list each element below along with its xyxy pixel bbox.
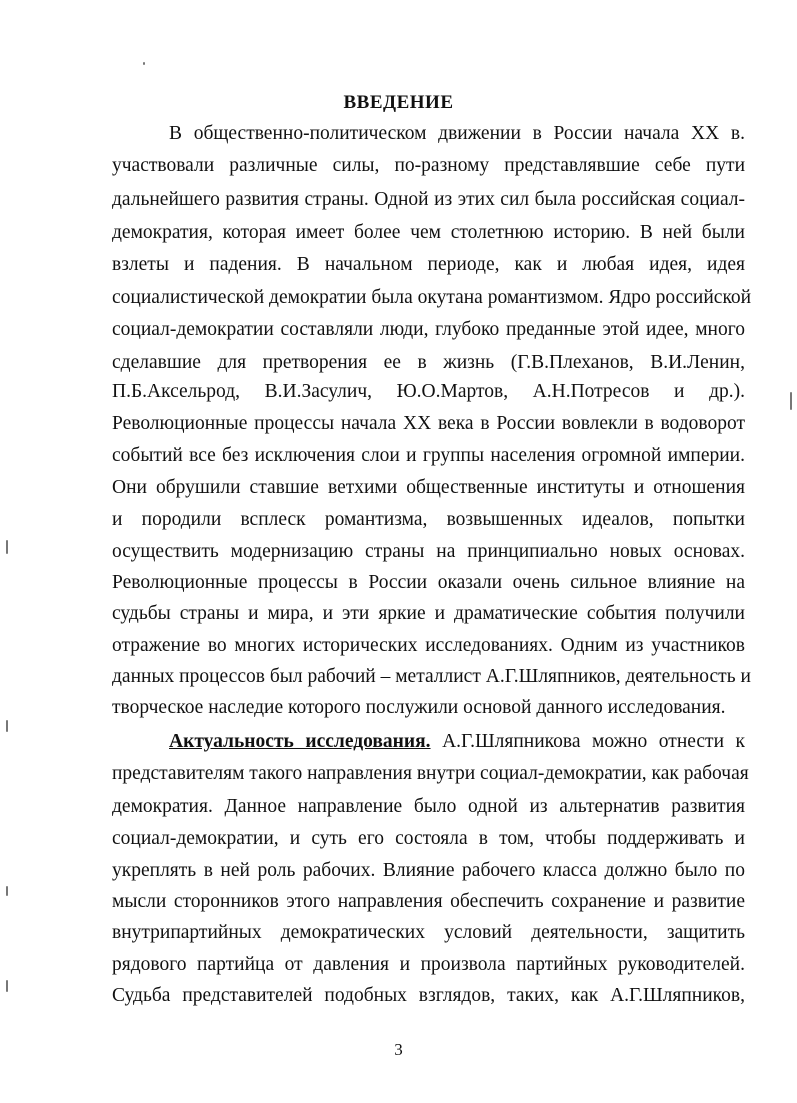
text-line: Судьба представителей подобных взглядов, таких, как А.Г.Шляпников, <box>112 985 745 1006</box>
text-line: демократия. Данное направление было одной из альтернатив развития <box>112 796 745 817</box>
text-line: социалистической демократии была окутана романтизмом. Ядро российской <box>112 287 752 308</box>
text-line: судьбы страны и мира, и эти яркие и драматические события получили <box>112 603 745 624</box>
page-title: ВВЕДЕНИЕ <box>343 92 454 113</box>
text-line: социал-демократии, и суть его состояла в том, чтобы поддерживать и <box>112 828 745 849</box>
text-line: укреплять в ней роль рабочих. Влияние рабочего класса должно было по <box>112 860 745 881</box>
scan-speck-left-4 <box>6 980 8 992</box>
text-line: Они обрушили ставшие ветхими общественные институты и отношения <box>112 477 745 498</box>
text-line: П.Б.Аксельрод, В.И.Засулич, Ю.О.Мартов, А.Н.Потресов и др.). <box>112 381 745 402</box>
scan-speck-top <box>143 62 145 65</box>
text-line: Революционные процессы в России оказали очень сильное влияние на <box>112 572 745 593</box>
text-line: рядового партийца от давления и произвола партийных руководителей. <box>112 954 745 975</box>
scan-speck-left-3 <box>6 886 8 896</box>
text-line: мысли сторонников этого направления обеспечить сохранение и развитие <box>112 891 745 912</box>
text-line: отражение во многих исторических исследованиях. Одним из участников <box>112 635 745 656</box>
section-first-line <box>169 726 745 758</box>
text-line: осуществить модернизацию страны на принципиально новых основах. <box>112 541 745 562</box>
text-line: событий все без исключения слои и группы населения огромной империи. <box>112 445 745 466</box>
text-fragment: А.Г.Шляпникова можно отнести к <box>442 731 745 752</box>
scan-speck-left-2 <box>6 720 8 732</box>
text-line: взлеты и падения. В начальном периоде, как и любая идея, идея <box>112 254 745 275</box>
text-line: и породили всплеск романтизма, возвышенных идеалов, попытки <box>112 509 745 530</box>
text-line: данных процессов был рабочий – металлист А.Г.Шляпников, деятельность и <box>112 666 751 687</box>
scan-speck-right <box>790 392 792 410</box>
scan-speck-left-1 <box>6 540 8 554</box>
text-line: дальнейшего развития страны. Одной из этих сил была российская социал- <box>112 189 745 210</box>
text-line: сделавшие для претворения ее в жизнь (Г.В.Плеханов, В.И.Ленин, <box>112 352 745 373</box>
section-title: Актуальность исследования. <box>169 731 431 752</box>
text-line: представителям такого направления внутри социал-демократии, как рабочая <box>112 763 749 784</box>
text-line: внутрипартийных демократических условий деятельности, защитить <box>112 922 745 943</box>
text-line: демократия, которая имеет более чем столетнюю историю. В ней были <box>112 222 745 243</box>
text-line: творческое наследие которого послужили основой данного исследования. <box>112 697 726 718</box>
text-line: В общественно-политическом движении в России начала XX в. <box>169 123 745 144</box>
text-line: социал-демократии составляли люди, глубоко преданные этой идее, много <box>112 319 745 340</box>
text-line: Революционные процессы начала XX века в России вовлекли в водоворот <box>112 413 745 434</box>
page-number: 3 <box>394 1040 403 1059</box>
text-line: участвовали различные силы, по-разному представлявшие себе пути <box>112 155 745 176</box>
